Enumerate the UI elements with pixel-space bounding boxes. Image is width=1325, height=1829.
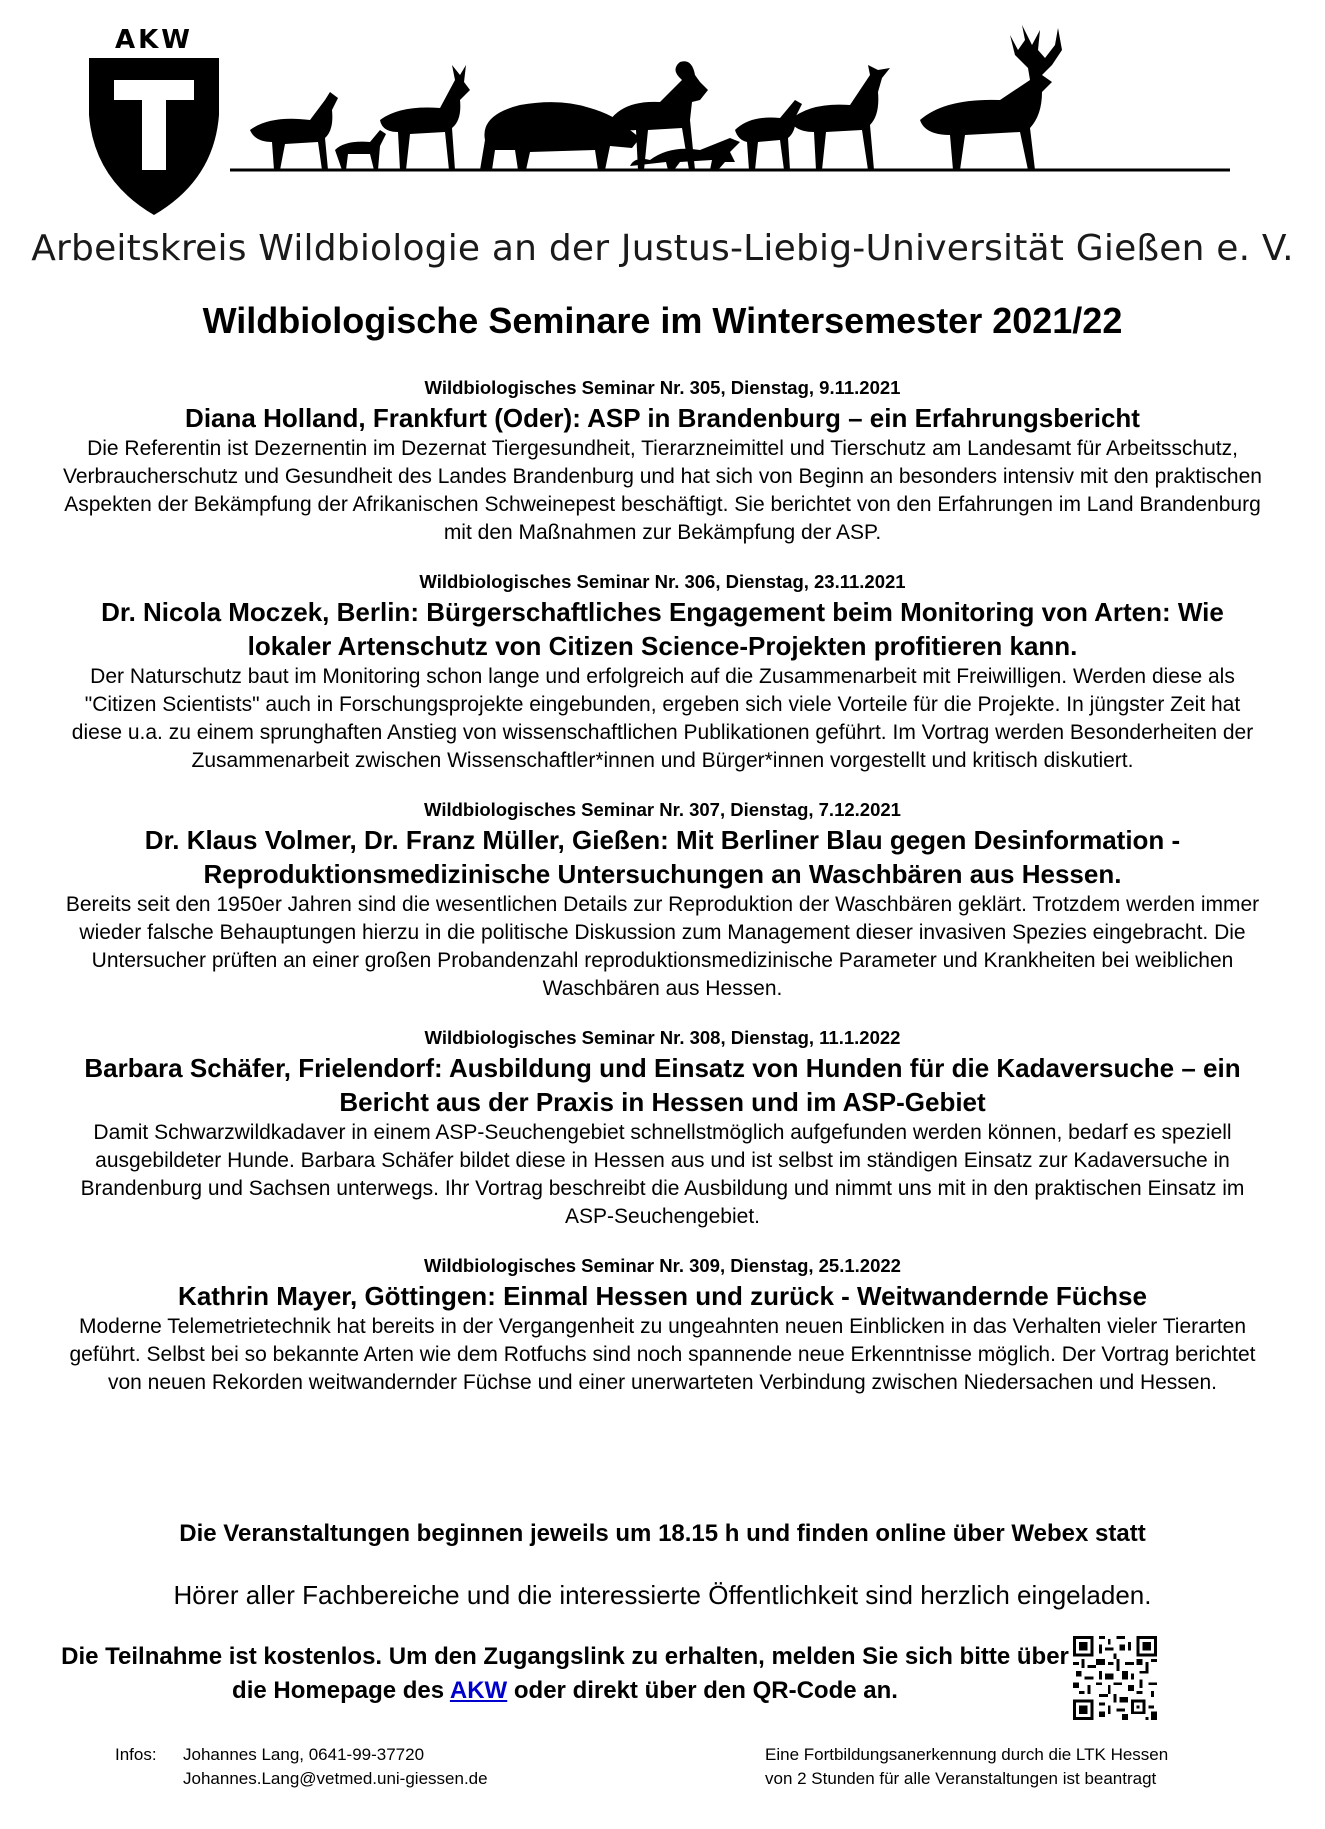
logo-text: AKW: [115, 25, 193, 55]
seminar-title: Dr. Klaus Volmer, Dr. Franz Müller, Gießen: Mit Berliner Blau gegen Desinformation - Reproduktionsmedizinische Untersuchungen an Waschbären aus Hessen.: [144, 825, 1181, 889]
seminar-description: Moderne Telemetrietechnik hat bereits in der Vergangenheit zu ungeahnten neuen Einblicken in das Verhalten vieler Tierarten geführt. Selbst bei so bekannte Arten wie dem Rotfuchs sind noch spannende neue Erkenntnisse möglich. Der Vortrag berichtet von neuen Rekorden weitwandernder Füchse und einer unerwarteten Verbindung zwischen Niedersachen und Hessen.: [69, 1315, 1256, 1394]
seminar-description: Der Naturschutz baut im Monitoring schon lange und erfolgreich auf die Zusammenarbeit mit Freiwilligen. Werden diese als "Citizen Scientists" auch in Forschungsprojekte eingebunden, ergeben sich viele Vorteile für die Projekte. In jüngster Zeit hat diese u.a. zu einem sprunghaften Anstieg von wissenschaftlichen Publikationen geführt. Im Vortrag werden Besonderheiten der Zusammenarbeit zwischen Wissenschaftler*innen und Bürger*innen vorgestellt und kritisch diskutiert.: [71, 665, 1254, 772]
seminar-meta: Wildbiologisches Seminar Nr. 307, Dienstag, 7.12.2021: [424, 799, 901, 820]
certification-line-2: von 2 Stunden für alle Veranstaltungen ist beantragt: [765, 1769, 1157, 1788]
seminar-description: Die Referentin ist Dezernentin im Dezernat Tiergesundheit, Tierarzneimittel und Tierschutz am Landesamt für Arbeitsschutz, Verbraucherschutz und Gesundheit des Landes Brandenburg und hat sich von Beginn an besonders intensiv mit den praktischen Aspekten der Bekämpfung der Afrikanischen Schweinepest beschäftigt. Sie berichtet von den Erfahrungen im Land Brandenburg mit den Maßnahmen zur Bekämpfung der ASP.: [63, 437, 1262, 544]
invitation-note: Hörer aller Fachbereiche und die interessierte Öffentlichkeit sind herzlich eingeladen.: [173, 1580, 1152, 1610]
seminar-meta: Wildbiologisches Seminar Nr. 306, Dienstag, 23.11.2021: [419, 571, 906, 592]
seminar-308: [60, 1025, 1265, 1231]
seminar-305: [60, 375, 1265, 547]
seminar-description: Bereits seit den 1950er Jahren sind die wesentlichen Details zur Reproduktion der Waschbären geklärt. Trotzdem werden immer wieder falsche Behauptungen hierzu in die politische Diskussion zum Management dieser invasiven Spezies eingebracht. Die Untersucher prüften an einer großen Probandenzahl reproduktionsmedizinische Parameter und Krankheiten bei weiblichen Waschbären aus Hessen.: [65, 893, 1260, 1000]
participation-text-after: oder direkt über den QR-Code an.: [507, 1677, 898, 1704]
seminar-title: Kathrin Mayer, Göttingen: Einmal Hessen und zurück - Weitwandernde Füchse: [178, 1281, 1147, 1311]
seminar-meta: Wildbiologisches Seminar Nr. 308, Dienstag, 11.1.2022: [424, 1027, 901, 1048]
seminar-meta: Wildbiologisches Seminar Nr. 305, Dienstag, 9.11.2021: [424, 377, 901, 398]
seminar-description: Damit Schwarzwildkadaver in einem ASP-Seuchengebiet schnellstmöglich aufgefunden werden können, bedarf es speziell ausgebildeter Hunde. Barbara Schäfer bildet diese in Hessen aus und ist selbst im ständigen Einsatz zur Kadaversuche in Brandenburg und Sachsen unterwegs. Ihr Vortrag beschreibt die Ausbildung und nimmt uns mit in den praktischen Einsatz im ASP-Seuchengebiet.: [80, 1121, 1245, 1228]
seminar-meta: Wildbiologisches Seminar Nr. 309, Dienstag, 25.1.2022: [424, 1255, 901, 1276]
header: [0, 0, 1325, 300]
seminar-title: Diana Holland, Frankfurt (Oder): ASP in Brandenburg – ein Erfahrungsbericht: [185, 403, 1140, 433]
seminar-306: [60, 569, 1265, 775]
seminar-title: Dr. Nicola Moczek, Berlin: Bürgerschaftliches Engagement beim Monitoring von Arten: Wie lokaler Artenschutz von Citizen Science-Projekten profitieren kann.: [101, 597, 1224, 661]
qr-code[interactable]: [1073, 1633, 1157, 1723]
akw-homepage-link[interactable]: AKW: [449, 1677, 508, 1704]
page-title: Wildbiologische Seminare im Wintersemester 2021/22: [202, 300, 1123, 341]
certification-line-1: Eine Fortbildungsanerkennung durch die LTK Hessen: [765, 1745, 1169, 1764]
wildlife-silhouettes-image: [230, 20, 1230, 210]
seminar-307: [60, 797, 1265, 1003]
contact-label: Infos:: [115, 1745, 157, 1764]
organization-name: Arbeitskreis Wildbiologie an der Justus-Liebig-Universität Gießen e. V.: [31, 228, 1294, 269]
seminar-309: [60, 1253, 1265, 1397]
seminar-list: [60, 375, 1265, 1419]
participation-note: [60, 1640, 1070, 1708]
participation-text-before: Die Teilnahme ist kostenlos. Um den Zugangslink zu erhalten, melden Sie sich bitte über die Homepage des: [61, 1643, 1069, 1704]
schedule-note: Die Veranstaltungen beginnen jeweils um 18.15 h und finden online über Webex statt: [179, 1520, 1146, 1547]
contact-email: Johannes.Lang@vetmed.uni-giessen.de: [183, 1769, 488, 1788]
certification-note: [765, 1743, 1168, 1791]
contact-name-phone: Johannes Lang, 0641-99-37720: [183, 1745, 425, 1764]
seminar-title: Barbara Schäfer, Frielendorf: Ausbildung und Einsatz von Hunden für die Kadaversuche – ein Bericht aus der Praxis in Hessen und im ASP-Gebiet: [84, 1053, 1241, 1117]
akw-logo: [84, 20, 224, 220]
